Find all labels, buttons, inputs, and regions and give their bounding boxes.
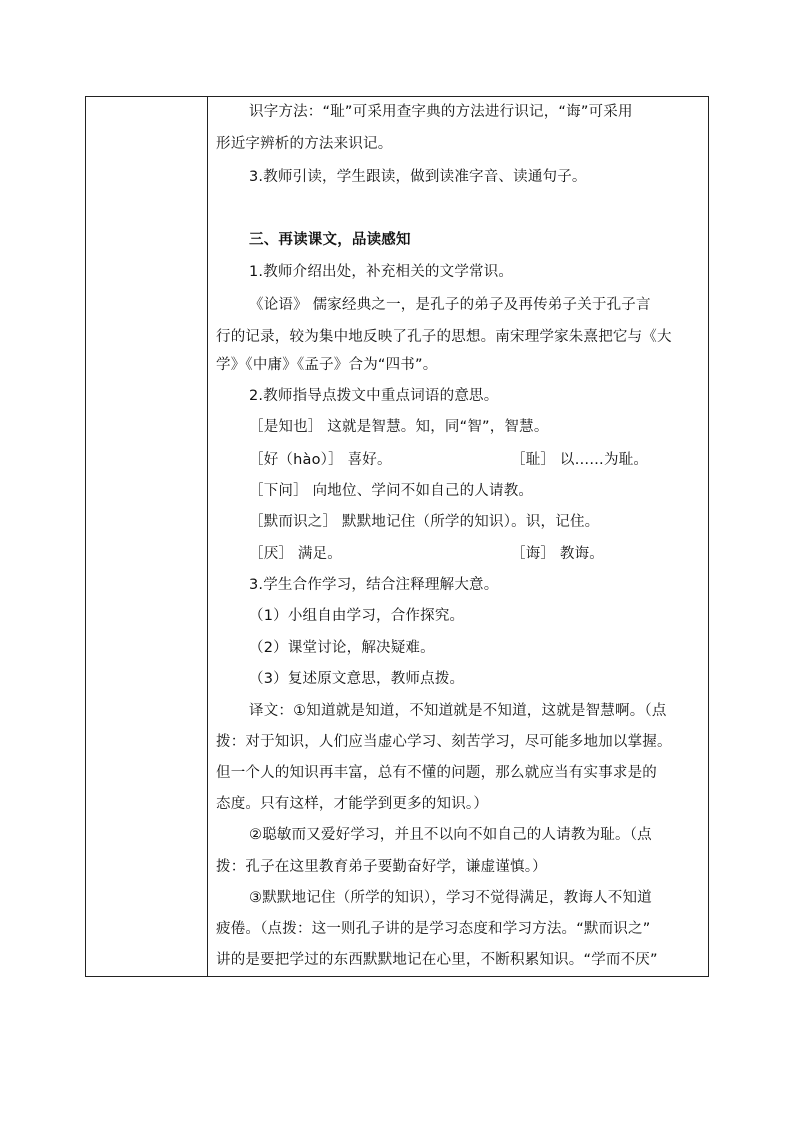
text-line: 拨：孔子在这里教育弟子要勤奋好学，谦虚谨慎。） [216, 859, 547, 875]
text-line: 1.教师介绍出处，补充相关的文学常识。 [249, 264, 514, 280]
gloss-term: ［好（hào）］ 喜好。 [249, 452, 392, 468]
text-line: （3）复述原文意思，教师点拨。 [249, 671, 465, 687]
text-line: ③默默地记住（所学的知识），学习不觉得满足，教诲人不知道 [249, 890, 652, 906]
gloss-pair [216, 450, 704, 470]
text-line: 讲的是要把学过的东西默默地记在心里，不断积累知识。“学而不厌” [216, 952, 658, 968]
text-line: （2）课堂讨论，解决疑难。 [249, 640, 435, 656]
text-line: 形近字辨析的方法来识记。 [216, 136, 393, 152]
gloss-pair [216, 544, 704, 564]
column-divider [207, 97, 208, 976]
text-line: 译文：①知道就是知道，不知道就是不知道，这就是智慧啊。（点 [249, 703, 667, 719]
text-line: （1）小组自由学习，合作探究。 [249, 608, 465, 624]
text-line: 2.教师指导点拨文中重点词语的意思。 [249, 388, 499, 404]
text-line: ②聪敏而又爱好学习，并且不以向不如自己的人请教为耻。（点 [249, 827, 652, 843]
text-line: 学》《中庸》《孟子》合为“四书”。 [216, 357, 438, 373]
gloss-line: ［是知也］ 这就是智慧。知，同“智”，智慧。 [249, 419, 549, 435]
text-line: 态度。只有这样，才能学到更多的知识。） [216, 796, 489, 812]
text-line: 3.学生合作学习，结合注释理解大意。 [249, 577, 499, 593]
gloss-line: ［下问］ 向地位、学问不如自己的人请教。 [249, 483, 534, 499]
table-left-cell [86, 97, 207, 976]
text-line: 行的记录，较为集中地反映了孔子的思想。南宋理学家朱熹把它与《大 [216, 329, 672, 345]
text-line: 3.教师引读，学生跟读，做到读准字音、读通句子。 [249, 169, 587, 185]
gloss-term: ［诲］ 教诲。 [511, 546, 605, 562]
lesson-table [85, 96, 709, 977]
gloss-term: ［厌］ 满足。 [249, 546, 343, 562]
gloss-term: ［耻］ 以……为耻。 [511, 452, 649, 468]
text-line: 《论语》 儒家经典之一，是孔子的弟子及再传弟子关于孔子言 [249, 297, 651, 313]
section-heading: 三、再读课文，品读感知 [249, 232, 411, 248]
text-line: 但一个人的知识再丰富，总有不懂的问题，那么就应当有实事求是的 [216, 765, 657, 781]
gloss-line: ［默而识之］ 默默地记住（所学的知识）。识，记住。 [249, 514, 600, 530]
text-line: 识字方法：“耻”可采用查字典的方法进行识记，“诲”可采用 [249, 104, 633, 120]
text-line: 疲倦。（点拨：这一则孔子讲的是学习态度和学习方法。“默而识之” [216, 921, 651, 937]
text-line: 拨：对于知识，人们应当虚心学习、刻苦学习，尽可能多地加以掌握。 [216, 734, 672, 750]
